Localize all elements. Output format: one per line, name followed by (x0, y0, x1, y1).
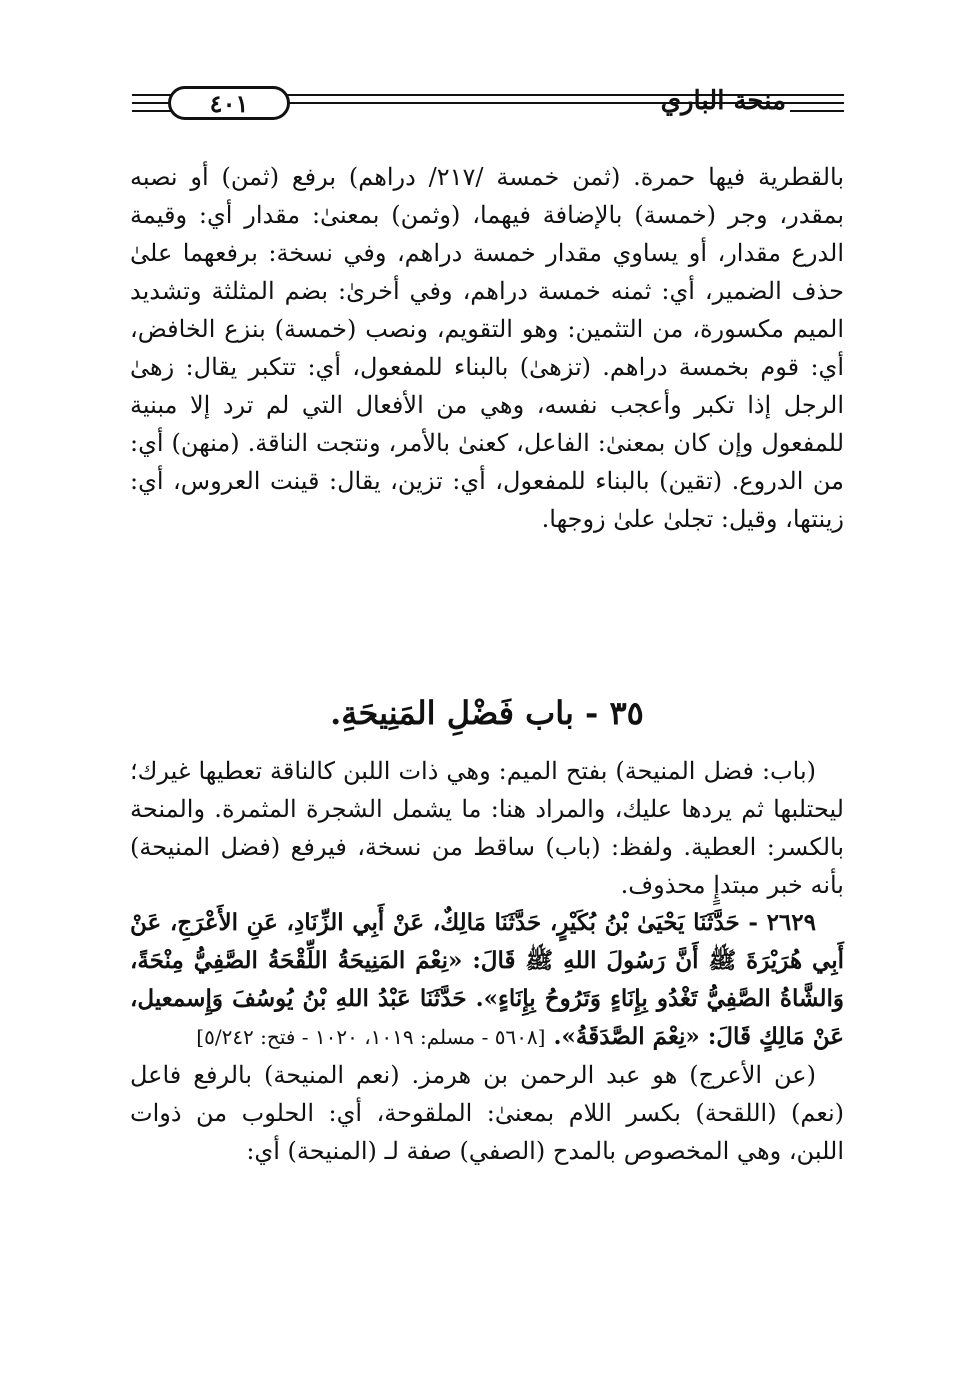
chapter-commentary: (باب: فضل المنيحة) بفتح الميم: وهي ذات اللبن كالناقة تعطيها غيرك؛ ليحتلبها ثم يردها عليك، والمراد هنا: ما يشمل الشجرة المثمرة. والمنحة بالكسر: العطية. ولفظ: (باب) ساقط من نسخة، فيرفع (فضل المنيحة) بأنه خبر مبتدإٍ محذوف. (130, 757, 844, 899)
commentary-block (130, 158, 844, 538)
commentary-paragraph: بالقطرية فيها حمرة. (ثمن خمسة /٢١٧/ دراهم) برفع (ثمن) أو نصبه بمقدر، وجر (خمسة) بالإضافة فيهما، (وثمن) بمعنىٰ: مقدار أي: وقيمة الدرع مقدار، أو يساوي مقدار خمسة دراهم، وفي نسخة: برفعهما علىٰ حذف الضمير، أي: ثمنه خمسة دراهم، وفي أخرىٰ: بضم المثلثة وتشديد الميم مكسورة، من التثمين: وهو التقويم، ونصب (خمسة) بنزع الخافض، أي: قوم بخمسة دراهم. (تزهىٰ) بالبناء للمفعول، أي: تتكبر يقال: زهىٰ الرجل إذا تكبر وأعجب نفسه، وهي من الأفعال التي لم ترد إلا مبنية للمفعول وإن كان بمعنىٰ: الفاعل، كعنىٰ بالأمر، ونتجت الناقة. (منهن) أي: من الدروع. (تقين) بالبناء للمفعول، أي: تزين، يقال: قينت العروس، أي: زينتها، وقيل: تجلىٰ علىٰ زوجها. (130, 163, 845, 533)
chapter-body (130, 752, 844, 1170)
page-header (132, 78, 844, 128)
hadith-references: [٥٦٠٨ - مسلم: ١٠١٩، ١٠٢٠ - فتح: ٥/٢٤٢] (196, 1025, 546, 1049)
hadith-narration: ٢٦٢٩ - حَدَّثَنَا يَحْيَىٰ بْنُ بُكَيْرٍ، حَدَّثَنَا مَالِكٌ، عَنْ أَبِي الزِّنَادِ، عَنِ الأَعْرَجِ، عَنْ أَبِي هُرَيْرَةَ ﷺ أَنَّ رَسُولَ اللهِ ﷺ قَالَ: «نِعْمَ المَنِيحَةُ اللِّقْحَةُ الصَّفِيُّ مِنْحَةً، وَالشَّاةُ الصَّفِيُّ تَغْدُو بِإِنَاءٍ وَتَرُوحُ بِإِنَاءٍ». حَدَّثَنَا عَبْدُ اللهِ بْنُ يُوسُفَ وَإِسمعيل، عَنْ مَالِكٍ قَالَ: «نِعْمَ الصَّدَقَةُ». (130, 909, 844, 1050)
hadith-commentary: (عن الأعرج) هو عبد الرحمن بن هرمز. (نعم المنيحة) بالرفع فاعل (نعم) (اللقحة) بكسر اللام بمعنىٰ: الملقوحة، أي: الحلوب من ذوات اللبن، وهي المخصوص بالمدح (الصفي) صفة لـ (المنيحة) أي: (130, 1061, 844, 1165)
page-number: ٤٠١ (168, 86, 290, 120)
header-rule (790, 110, 844, 112)
chapter-heading: ٣٥ - باب فَضْلِ المَنِيحَةِ. (330, 694, 644, 732)
book-title: منحة الباري (660, 86, 786, 116)
hadith-text (130, 904, 844, 1056)
